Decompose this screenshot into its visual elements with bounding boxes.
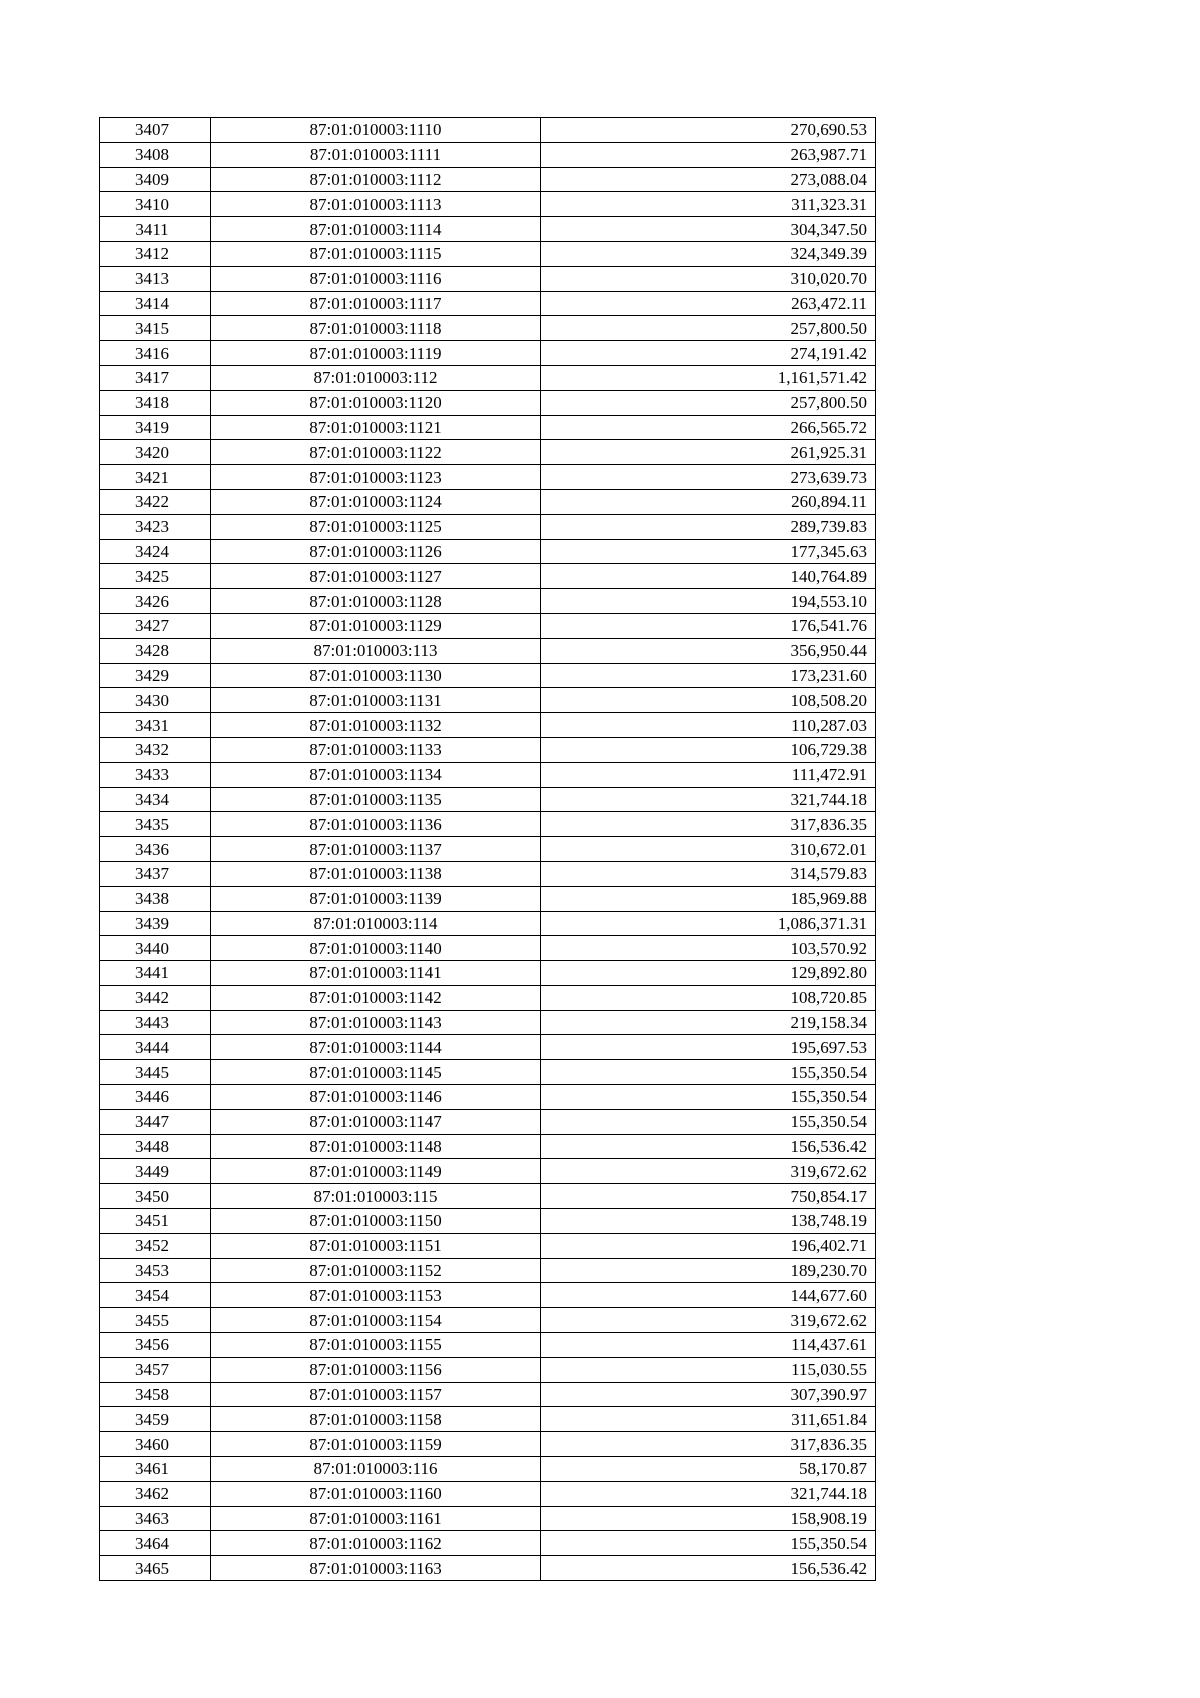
table-row xyxy=(100,1233,876,1258)
table-row xyxy=(100,1432,876,1457)
cadastral-number-cell: 87:01:010003:1154 xyxy=(211,1308,541,1333)
cadastral-number-cell: 87:01:010003:1139 xyxy=(211,886,541,911)
cadastral-number-cell: 87:01:010003:113 xyxy=(211,638,541,663)
cadastral-number-cell: 87:01:010003:1120 xyxy=(211,390,541,415)
row-number-cell: 3427 xyxy=(100,613,211,638)
cadastral-number-cell: 87:01:010003:1162 xyxy=(211,1531,541,1556)
value-cell: 196,402.71 xyxy=(541,1233,876,1258)
cadastral-number-cell: 87:01:010003:1123 xyxy=(211,465,541,490)
cadastral-number-cell: 87:01:010003:1143 xyxy=(211,1010,541,1035)
row-number-cell: 3425 xyxy=(100,564,211,589)
table-row xyxy=(100,167,876,192)
value-cell: 324,349.39 xyxy=(541,241,876,266)
cadastral-number-cell: 87:01:010003:1129 xyxy=(211,613,541,638)
value-cell: 155,350.54 xyxy=(541,1085,876,1110)
row-number-cell: 3445 xyxy=(100,1060,211,1085)
table-row xyxy=(100,663,876,688)
cadastral-number-cell: 87:01:010003:1126 xyxy=(211,539,541,564)
value-cell: 307,390.97 xyxy=(541,1382,876,1407)
cadastral-number-cell: 87:01:010003:1152 xyxy=(211,1258,541,1283)
value-cell: 110,287.03 xyxy=(541,713,876,738)
cadastral-number-cell: 87:01:010003:1141 xyxy=(211,961,541,986)
table-row xyxy=(100,1060,876,1085)
cadastral-number-cell: 87:01:010003:1121 xyxy=(211,415,541,440)
row-number-cell: 3465 xyxy=(100,1556,211,1581)
cadastral-number-cell: 87:01:010003:1116 xyxy=(211,266,541,291)
value-cell: 289,739.83 xyxy=(541,514,876,539)
table-row xyxy=(100,365,876,390)
value-cell: 58,170.87 xyxy=(541,1457,876,1482)
row-number-cell: 3426 xyxy=(100,589,211,614)
cadastral-number-cell: 87:01:010003:1119 xyxy=(211,341,541,366)
value-cell: 304,347.50 xyxy=(541,217,876,242)
cadastral-number-cell: 87:01:010003:1156 xyxy=(211,1357,541,1382)
cadastral-number-cell: 87:01:010003:1155 xyxy=(211,1333,541,1358)
cadastral-number-cell: 87:01:010003:1151 xyxy=(211,1233,541,1258)
cadastral-number-cell: 87:01:010003:1158 xyxy=(211,1407,541,1432)
cadastral-number-cell: 87:01:010003:1145 xyxy=(211,1060,541,1085)
value-cell: 158,908.19 xyxy=(541,1506,876,1531)
value-cell: 106,729.38 xyxy=(541,737,876,762)
value-cell: 1,161,571.42 xyxy=(541,365,876,390)
value-cell: 219,158.34 xyxy=(541,1010,876,1035)
value-cell: 189,230.70 xyxy=(541,1258,876,1283)
value-cell: 263,987.71 xyxy=(541,142,876,167)
table-row xyxy=(100,1209,876,1234)
value-cell: 356,950.44 xyxy=(541,638,876,663)
row-number-cell: 3457 xyxy=(100,1357,211,1382)
row-number-cell: 3438 xyxy=(100,886,211,911)
value-cell: 319,672.62 xyxy=(541,1159,876,1184)
cadastral-number-cell: 87:01:010003:1113 xyxy=(211,192,541,217)
value-cell: 257,800.50 xyxy=(541,390,876,415)
row-number-cell: 3430 xyxy=(100,688,211,713)
table-row xyxy=(100,961,876,986)
value-cell: 260,894.11 xyxy=(541,489,876,514)
row-number-cell: 3462 xyxy=(100,1481,211,1506)
table-row xyxy=(100,886,876,911)
row-number-cell: 3447 xyxy=(100,1109,211,1134)
cadastral-table xyxy=(99,117,876,1581)
table-row xyxy=(100,936,876,961)
value-cell: 257,800.50 xyxy=(541,316,876,341)
table-row xyxy=(100,564,876,589)
row-number-cell: 3451 xyxy=(100,1209,211,1234)
cadastral-number-cell: 87:01:010003:1114 xyxy=(211,217,541,242)
value-cell: 321,744.18 xyxy=(541,787,876,812)
row-number-cell: 3428 xyxy=(100,638,211,663)
value-cell: 311,651.84 xyxy=(541,1407,876,1432)
cadastral-number-cell: 87:01:010003:115 xyxy=(211,1184,541,1209)
value-cell: 155,350.54 xyxy=(541,1060,876,1085)
cadastral-number-cell: 87:01:010003:114 xyxy=(211,911,541,936)
table-row xyxy=(100,1184,876,1209)
value-cell: 317,836.35 xyxy=(541,1432,876,1457)
cadastral-number-cell: 87:01:010003:1128 xyxy=(211,589,541,614)
value-cell: 311,323.31 xyxy=(541,192,876,217)
cadastral-number-cell: 87:01:010003:1125 xyxy=(211,514,541,539)
table-row xyxy=(100,911,876,936)
cadastral-number-cell: 87:01:010003:1144 xyxy=(211,1035,541,1060)
table-row xyxy=(100,1010,876,1035)
cadastral-number-cell: 87:01:010003:1130 xyxy=(211,663,541,688)
row-number-cell: 3442 xyxy=(100,985,211,1010)
table-row xyxy=(100,489,876,514)
cadastral-number-cell: 87:01:010003:116 xyxy=(211,1457,541,1482)
row-number-cell: 3460 xyxy=(100,1432,211,1457)
cadastral-number-cell: 87:01:010003:1122 xyxy=(211,440,541,465)
value-cell: 103,570.92 xyxy=(541,936,876,961)
table-row xyxy=(100,316,876,341)
cadastral-number-cell: 87:01:010003:1132 xyxy=(211,713,541,738)
table-row xyxy=(100,142,876,167)
cadastral-number-cell: 87:01:010003:1131 xyxy=(211,688,541,713)
row-number-cell: 3422 xyxy=(100,489,211,514)
table-row xyxy=(100,1308,876,1333)
row-number-cell: 3439 xyxy=(100,911,211,936)
value-cell: 156,536.42 xyxy=(541,1134,876,1159)
row-number-cell: 3463 xyxy=(100,1506,211,1531)
table-row xyxy=(100,1556,876,1581)
table-row xyxy=(100,688,876,713)
row-number-cell: 3415 xyxy=(100,316,211,341)
value-cell: 310,672.01 xyxy=(541,837,876,862)
value-cell: 310,020.70 xyxy=(541,266,876,291)
table-row xyxy=(100,1035,876,1060)
cadastral-number-cell: 87:01:010003:1161 xyxy=(211,1506,541,1531)
value-cell: 177,345.63 xyxy=(541,539,876,564)
row-number-cell: 3443 xyxy=(100,1010,211,1035)
value-cell: 194,553.10 xyxy=(541,589,876,614)
cadastral-number-cell: 87:01:010003:1137 xyxy=(211,837,541,862)
row-number-cell: 3420 xyxy=(100,440,211,465)
row-number-cell: 3458 xyxy=(100,1382,211,1407)
value-cell: 273,639.73 xyxy=(541,465,876,490)
table-row xyxy=(100,539,876,564)
row-number-cell: 3436 xyxy=(100,837,211,862)
value-cell: 176,541.76 xyxy=(541,613,876,638)
value-cell: 266,565.72 xyxy=(541,415,876,440)
value-cell: 319,672.62 xyxy=(541,1308,876,1333)
value-cell: 115,030.55 xyxy=(541,1357,876,1382)
cadastral-number-cell: 87:01:010003:1133 xyxy=(211,737,541,762)
cadastral-number-cell: 87:01:010003:1157 xyxy=(211,1382,541,1407)
row-number-cell: 3407 xyxy=(100,118,211,143)
table-row xyxy=(100,613,876,638)
row-number-cell: 3421 xyxy=(100,465,211,490)
row-number-cell: 3419 xyxy=(100,415,211,440)
row-number-cell: 3450 xyxy=(100,1184,211,1209)
row-number-cell: 3440 xyxy=(100,936,211,961)
table-row xyxy=(100,291,876,316)
cadastral-number-cell: 87:01:010003:1136 xyxy=(211,812,541,837)
cadastral-number-cell: 87:01:010003:1149 xyxy=(211,1159,541,1184)
value-cell: 140,764.89 xyxy=(541,564,876,589)
row-number-cell: 3449 xyxy=(100,1159,211,1184)
cadastral-number-cell: 87:01:010003:1124 xyxy=(211,489,541,514)
cadastral-number-cell: 87:01:010003:1160 xyxy=(211,1481,541,1506)
table-row xyxy=(100,1382,876,1407)
table-row xyxy=(100,1283,876,1308)
row-number-cell: 3435 xyxy=(100,812,211,837)
row-number-cell: 3444 xyxy=(100,1035,211,1060)
cadastral-number-cell: 87:01:010003:112 xyxy=(211,365,541,390)
table-row xyxy=(100,1109,876,1134)
table-row xyxy=(100,589,876,614)
row-number-cell: 3454 xyxy=(100,1283,211,1308)
table-row xyxy=(100,1357,876,1382)
table-row xyxy=(100,192,876,217)
value-cell: 185,969.88 xyxy=(541,886,876,911)
value-cell: 111,472.91 xyxy=(541,762,876,787)
value-cell: 321,744.18 xyxy=(541,1481,876,1506)
table-row xyxy=(100,266,876,291)
cadastral-number-cell: 87:01:010003:1111 xyxy=(211,142,541,167)
table-row xyxy=(100,1159,876,1184)
row-number-cell: 3433 xyxy=(100,762,211,787)
row-number-cell: 3446 xyxy=(100,1085,211,1110)
cadastral-number-cell: 87:01:010003:1110 xyxy=(211,118,541,143)
row-number-cell: 3455 xyxy=(100,1308,211,1333)
table-row xyxy=(100,1134,876,1159)
table-row xyxy=(100,465,876,490)
row-number-cell: 3461 xyxy=(100,1457,211,1482)
table-row xyxy=(100,812,876,837)
cadastral-number-cell: 87:01:010003:1135 xyxy=(211,787,541,812)
value-cell: 173,231.60 xyxy=(541,663,876,688)
table-row xyxy=(100,118,876,143)
cadastral-number-cell: 87:01:010003:1153 xyxy=(211,1283,541,1308)
row-number-cell: 3459 xyxy=(100,1407,211,1432)
value-cell: 114,437.61 xyxy=(541,1333,876,1358)
table-row xyxy=(100,341,876,366)
cadastral-number-cell: 87:01:010003:1117 xyxy=(211,291,541,316)
row-number-cell: 3441 xyxy=(100,961,211,986)
cadastral-number-cell: 87:01:010003:1146 xyxy=(211,1085,541,1110)
cadastral-number-cell: 87:01:010003:1150 xyxy=(211,1209,541,1234)
table-row xyxy=(100,241,876,266)
row-number-cell: 3448 xyxy=(100,1134,211,1159)
table-row xyxy=(100,787,876,812)
value-cell: 155,350.54 xyxy=(541,1109,876,1134)
value-cell: 270,690.53 xyxy=(541,118,876,143)
table-row xyxy=(100,1531,876,1556)
table-row xyxy=(100,737,876,762)
cadastral-number-cell: 87:01:010003:1112 xyxy=(211,167,541,192)
table-row xyxy=(100,217,876,242)
row-number-cell: 3424 xyxy=(100,539,211,564)
row-number-cell: 3409 xyxy=(100,167,211,192)
cadastral-number-cell: 87:01:010003:1163 xyxy=(211,1556,541,1581)
table-row xyxy=(100,1407,876,1432)
table-row xyxy=(100,762,876,787)
row-number-cell: 3437 xyxy=(100,861,211,886)
table-row xyxy=(100,415,876,440)
cadastral-number-cell: 87:01:010003:1134 xyxy=(211,762,541,787)
row-number-cell: 3413 xyxy=(100,266,211,291)
table-row xyxy=(100,638,876,663)
cadastral-number-cell: 87:01:010003:1140 xyxy=(211,936,541,961)
value-cell: 195,697.53 xyxy=(541,1035,876,1060)
table-row xyxy=(100,390,876,415)
row-number-cell: 3414 xyxy=(100,291,211,316)
table-row xyxy=(100,1085,876,1110)
value-cell: 317,836.35 xyxy=(541,812,876,837)
row-number-cell: 3456 xyxy=(100,1333,211,1358)
value-cell: 263,472.11 xyxy=(541,291,876,316)
value-cell: 156,536.42 xyxy=(541,1556,876,1581)
row-number-cell: 3423 xyxy=(100,514,211,539)
value-cell: 108,720.85 xyxy=(541,985,876,1010)
value-cell: 1,086,371.31 xyxy=(541,911,876,936)
table-row xyxy=(100,1481,876,1506)
row-number-cell: 3453 xyxy=(100,1258,211,1283)
table-row xyxy=(100,1457,876,1482)
value-cell: 314,579.83 xyxy=(541,861,876,886)
table-row xyxy=(100,1258,876,1283)
row-number-cell: 3429 xyxy=(100,663,211,688)
cadastral-number-cell: 87:01:010003:1138 xyxy=(211,861,541,886)
table-row xyxy=(100,440,876,465)
value-cell: 138,748.19 xyxy=(541,1209,876,1234)
value-cell: 144,677.60 xyxy=(541,1283,876,1308)
table-row xyxy=(100,713,876,738)
table-row xyxy=(100,514,876,539)
row-number-cell: 3411 xyxy=(100,217,211,242)
table-body xyxy=(100,118,876,1581)
row-number-cell: 3416 xyxy=(100,341,211,366)
value-cell: 261,925.31 xyxy=(541,440,876,465)
row-number-cell: 3432 xyxy=(100,737,211,762)
value-cell: 108,508.20 xyxy=(541,688,876,713)
cadastral-number-cell: 87:01:010003:1159 xyxy=(211,1432,541,1457)
cadastral-number-cell: 87:01:010003:1115 xyxy=(211,241,541,266)
row-number-cell: 3464 xyxy=(100,1531,211,1556)
row-number-cell: 3452 xyxy=(100,1233,211,1258)
row-number-cell: 3431 xyxy=(100,713,211,738)
table-row xyxy=(100,1506,876,1531)
row-number-cell: 3412 xyxy=(100,241,211,266)
cadastral-number-cell: 87:01:010003:1147 xyxy=(211,1109,541,1134)
row-number-cell: 3408 xyxy=(100,142,211,167)
table-row xyxy=(100,1333,876,1358)
row-number-cell: 3417 xyxy=(100,365,211,390)
row-number-cell: 3418 xyxy=(100,390,211,415)
row-number-cell: 3434 xyxy=(100,787,211,812)
table-row xyxy=(100,861,876,886)
cadastral-number-cell: 87:01:010003:1118 xyxy=(211,316,541,341)
table-row xyxy=(100,985,876,1010)
value-cell: 750,854.17 xyxy=(541,1184,876,1209)
value-cell: 274,191.42 xyxy=(541,341,876,366)
value-cell: 155,350.54 xyxy=(541,1531,876,1556)
table-row xyxy=(100,837,876,862)
cadastral-number-cell: 87:01:010003:1148 xyxy=(211,1134,541,1159)
value-cell: 129,892.80 xyxy=(541,961,876,986)
value-cell: 273,088.04 xyxy=(541,167,876,192)
cadastral-number-cell: 87:01:010003:1142 xyxy=(211,985,541,1010)
row-number-cell: 3410 xyxy=(100,192,211,217)
cadastral-number-cell: 87:01:010003:1127 xyxy=(211,564,541,589)
